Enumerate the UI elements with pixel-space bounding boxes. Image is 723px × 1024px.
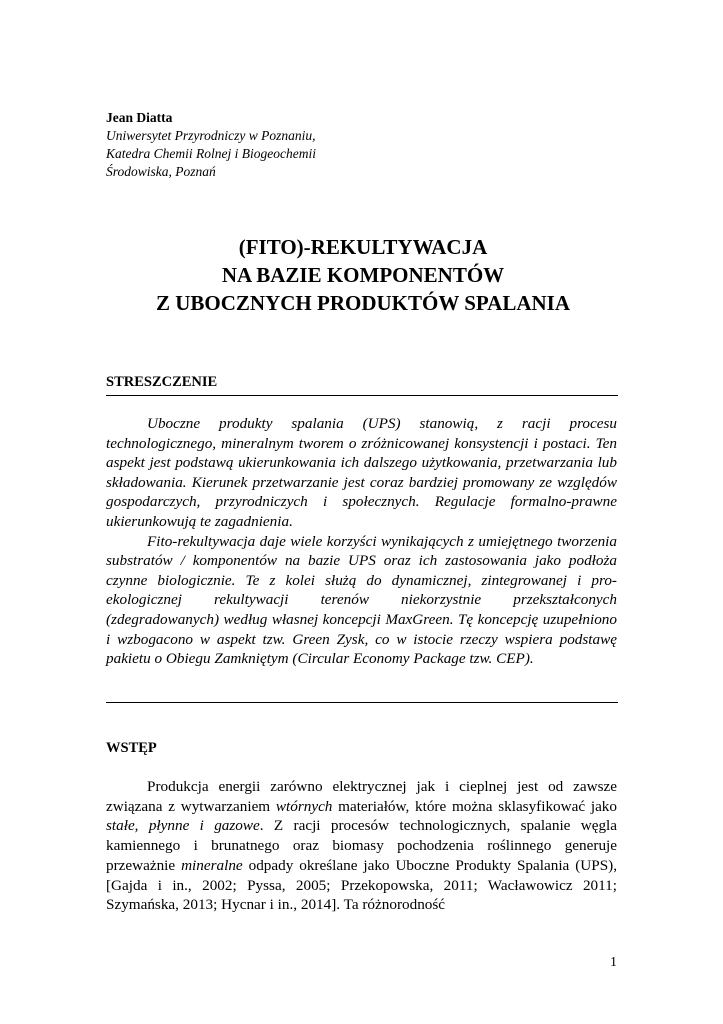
affiliation-line: Uniwersytet Przyrodniczy w Poznaniu, bbox=[106, 128, 316, 143]
horizontal-rule bbox=[106, 702, 618, 703]
intro-paragraph bbox=[106, 777, 617, 915]
text-span: . Z racji procesów technologicznych, spalanie węgla kamiennego i brunatnego oraz biomasy pochodzenia roślinnego generuje przeważnie bbox=[106, 817, 618, 874]
intro-body bbox=[106, 777, 617, 915]
author-name: Jean Diatta bbox=[106, 110, 173, 125]
text-span: materiałów, które można sklasyfikować jako bbox=[332, 797, 617, 815]
emphasis-text: wtórnych bbox=[275, 797, 333, 815]
document-title bbox=[106, 233, 620, 317]
emphasis-text: mineralne bbox=[181, 856, 243, 874]
affiliation-line: Środowiska, Poznań bbox=[106, 164, 216, 179]
title-line: NA BAZIE KOMPONENTÓW bbox=[221, 263, 505, 287]
title-line: Z UBOCZNYCH PRODUKTÓW SPALANIA bbox=[155, 291, 570, 315]
intro-heading: WSTĘP bbox=[106, 740, 157, 756]
author-block bbox=[106, 109, 316, 181]
title-line: (FITO)-REKULTYWACJA bbox=[238, 235, 488, 259]
emphasis-text: stałe, płynne i gazowe bbox=[106, 817, 260, 835]
affiliation-line: Katedra Chemii Rolnej i Biogeochemii bbox=[106, 146, 316, 161]
abstract-paragraph: Uboczne produkty spalania (UPS) stanowią, z racji procesu technologicznego, mineralnym tworem o zróżnicowanej konsystencji i postaci. Ten aspekt jest podstawą ukierunkowania ich dalszego użytkowania, przetwarzania lub składowania. Kierunek przetwarzanie jest coraz bardziej promowany ze względów gospodarczych, przyrodniczych i społecznych. Regulacje formalno-prawne ukierunkowują te zagadnienia. bbox=[106, 415, 617, 530]
abstract-paragraph: Fito-rekultywacja daje wiele korzyści wynikających z umiejętnego tworzenia substratów / komponentów na bazie UPS oraz ich zastosowania jako podłoża czynne biologicznie. Te z kolei służą do dynamicznej, zintegrowanej i pro-ekologicznej rekultywacji terenów niekorzystnie przekształconych (zdegradowanych) według własnej koncepcji MaxGreen. Tę koncepcję uzupełniono i wzbogacono w aspekt tzw. Green Zysk, co w istocie rzeczy wspiera podstawę pakietu o Obiegu Zamkniętym (Circular Economy Package tzw. CEP). bbox=[106, 532, 617, 668]
abstract-heading: STRESZCZENIE bbox=[106, 374, 218, 390]
text-span: Produkcja energii zarówno elektrycznej jak i cieplnej jest od zawsze związana z wytwarzaniem bbox=[106, 778, 617, 815]
horizontal-rule bbox=[106, 395, 618, 396]
text-span: odpady określane jako Uboczne Produkty Spalania (UPS), [Gajda i in., 2002; Pyssa, 2005; Przekopowska, 2011; Wacławowicz 2011; Szymańska, 2013; Hycnar i in., 2014]. Ta różnorodność bbox=[106, 856, 617, 914]
abstract-body bbox=[106, 414, 617, 669]
page-number: 1 bbox=[610, 955, 617, 970]
